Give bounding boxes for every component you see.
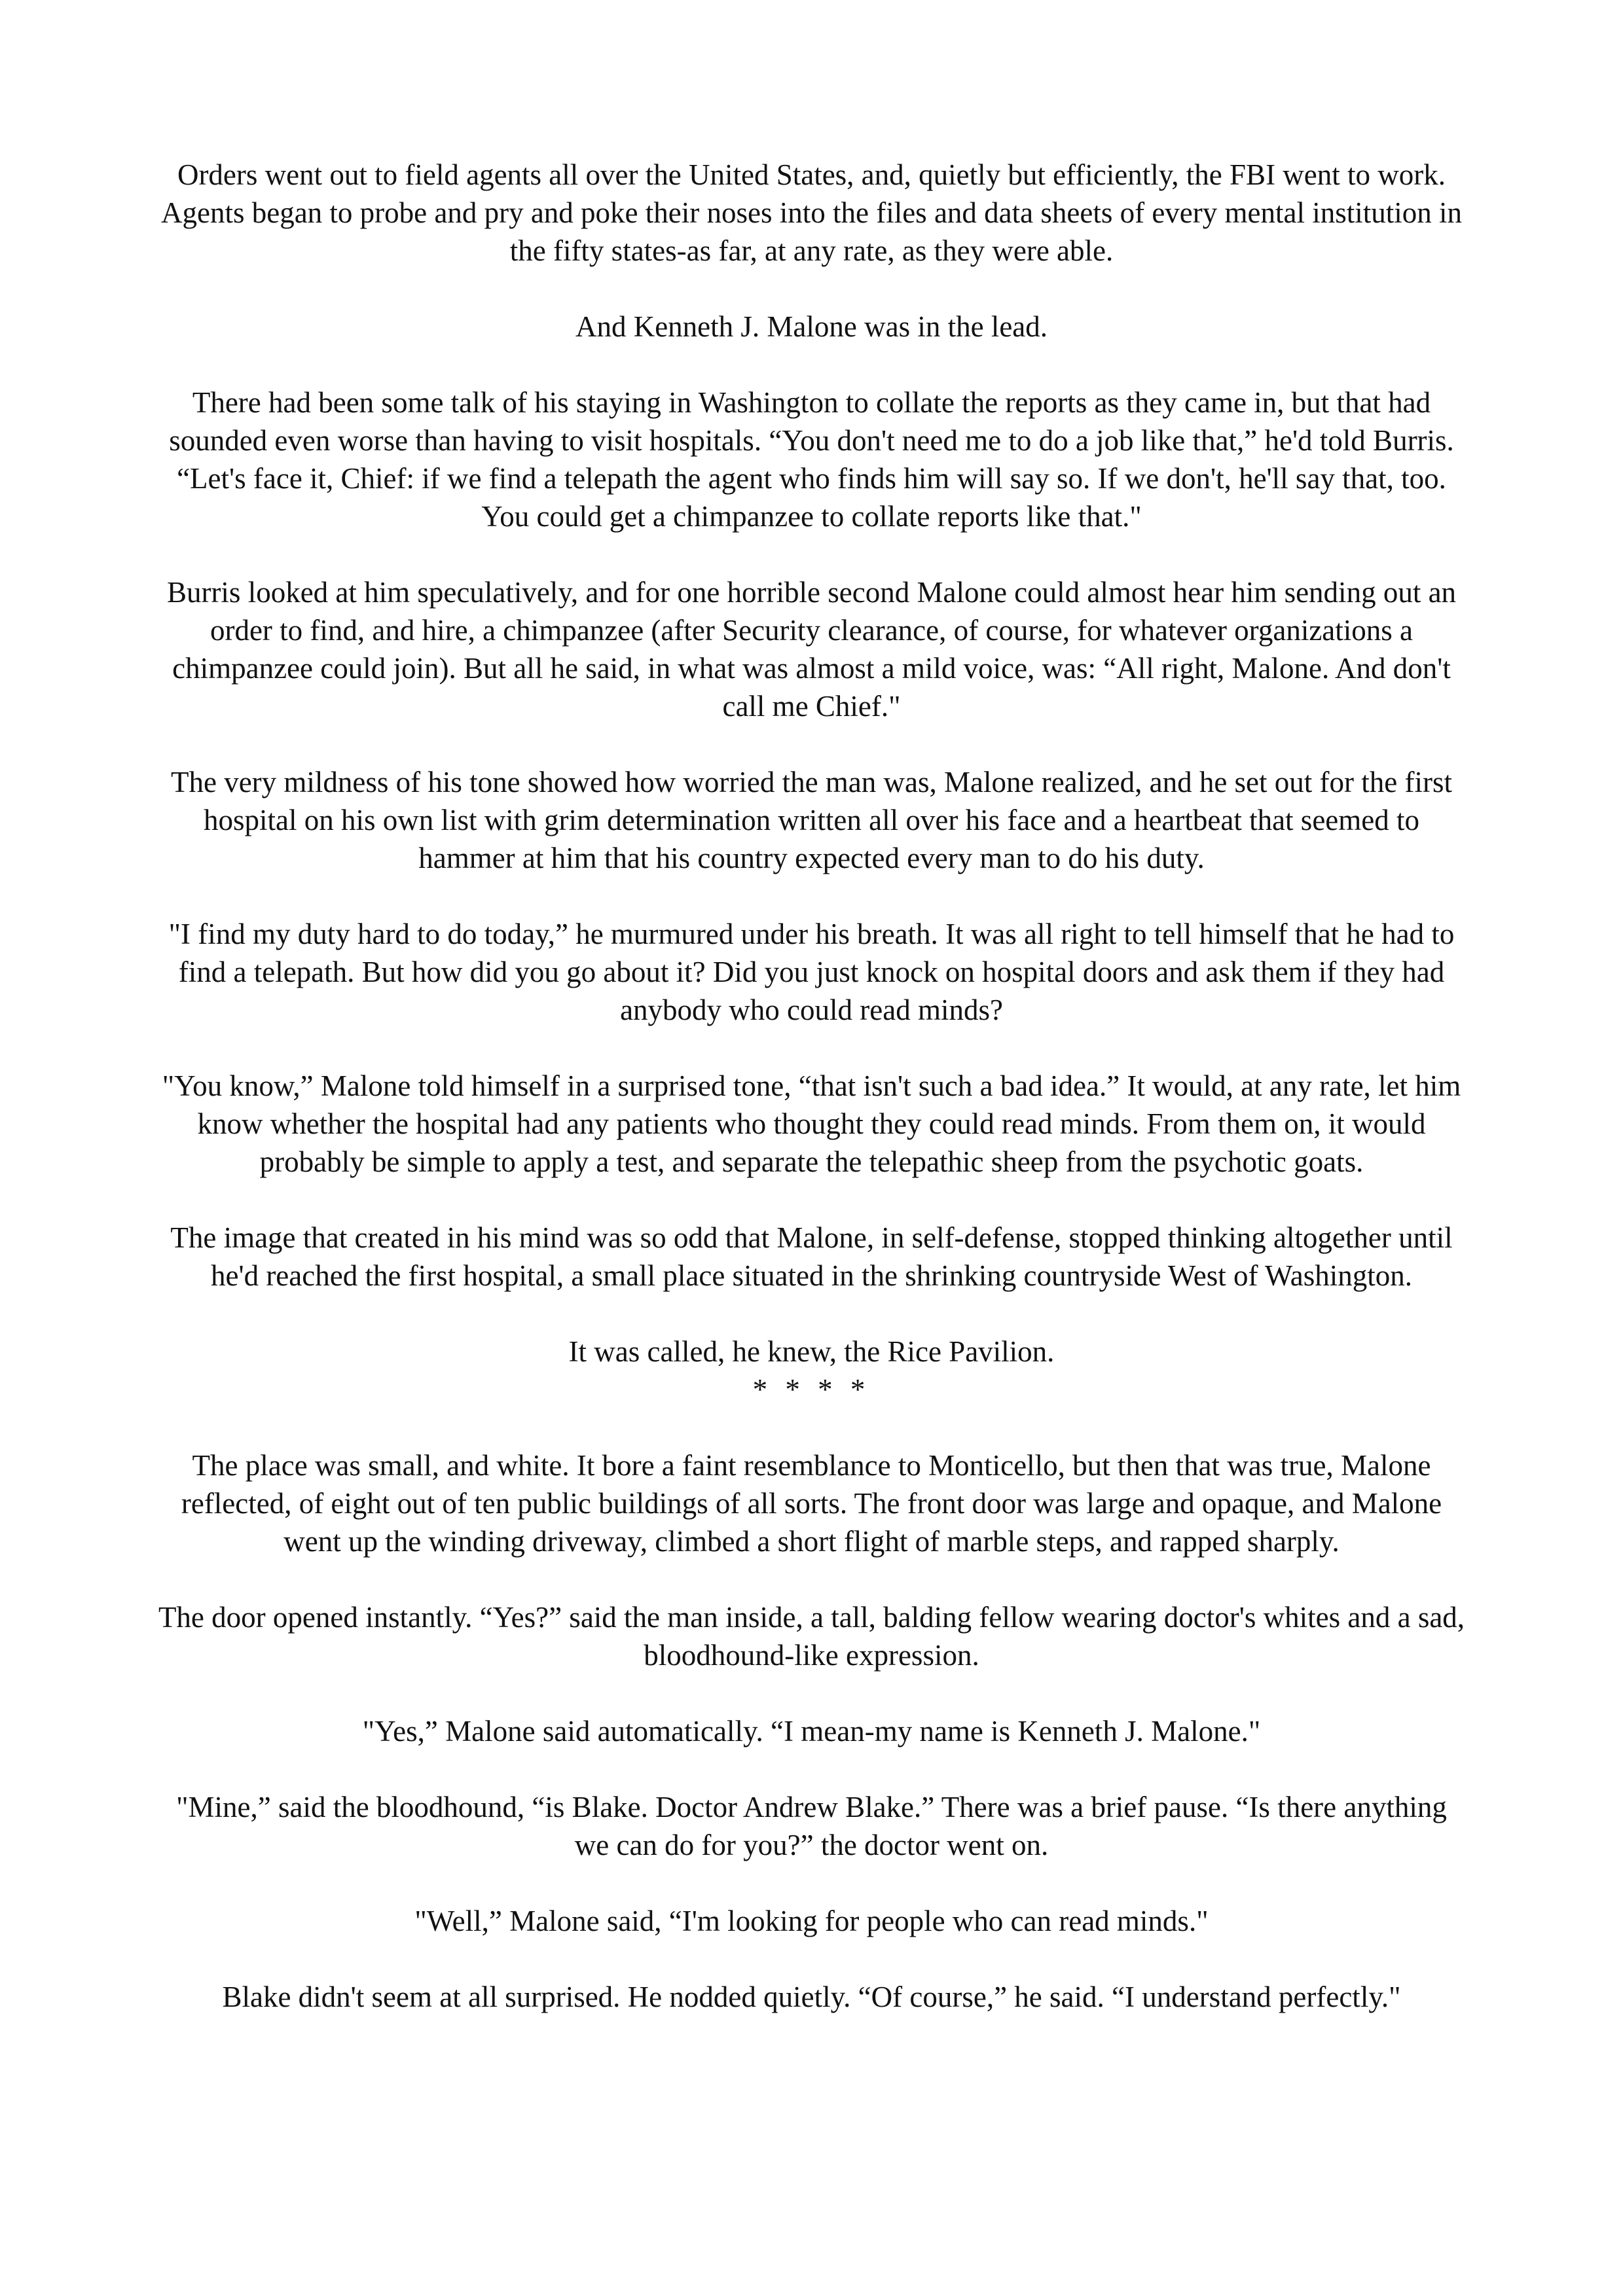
paragraph-door-opened: The door opened instantly. “Yes?” said the man inside, a tall, balding fellow wearing doctor's whites and a sad, bloodhound-like expression. xyxy=(158,1601,1465,1672)
paragraph-malone-lead: And Kenneth J. Malone was in the lead. xyxy=(575,310,1048,343)
paragraph-mine-blake: "Mine,” said the bloodhound, “is Blake. Doctor Andrew Blake.” There was a brief pause. “Is there anything we can do for you?” the doctor went on. xyxy=(176,1791,1447,1861)
paragraph-duty: "I find my duty hard to do today,” he murmured under his breath. It was all right to tell himself that he had to find a telepath. But how did you go about it? Did you just knock on hospital doors and ask them if they had anybody who could read minds? xyxy=(168,918,1455,1026)
paragraph-mildness: The very mildness of his tone showed how worried the man was, Malone realized, and he set out for the first hospital on his own list with grim determination written all over his face and a heartbeat that seemed to hammer at him that his country expected every man to do his duty. xyxy=(171,766,1452,874)
paragraph-washington-talk: There had been some talk of his staying in Washington to collate the reports as they came in, but that had sounded even worse than having to visit hospitals. “You don't need me to do a job like that,” he'd told Burris. “Let's face it, Chief: if we find a telepath the agent who finds him will say so. If we don't, he'll say that, too. You could get a chimpanzee to collate reports like that." xyxy=(169,386,1454,533)
paragraph-place-small: The place was small, and white. It bore a faint resemblance to Monticello, but then that was true, Malone reflected, of eight out of ten public buildings of all sorts. The front door was large and opaque, and Malone went up the winding driveway, climbed a short flight of marble steps, and rapped sharply. xyxy=(181,1449,1442,1558)
paragraph-burris-chimpanzee: Burris looked at him speculatively, and for one horrible second Malone could almost hear him sending out an order to find, and hire, a chimpanzee (after Security clearance, of course, for whatever organizations a chimpanzee could join). But all he said, in what was almost a mild voice, was: “All right, Malone. And don't call me Chief." xyxy=(166,576,1457,723)
paragraph-rice-pavilion: It was called, he knew, the Rice Pavilion. xyxy=(568,1335,1055,1368)
paragraph-you-know: "You know,” Malone told himself in a surprised tone, “that isn't such a bad idea.” It would, at any rate, let him know whether the hospital had any patients who thought they could read minds. From them on, it would probably be simple to apply a test, and separate the telepathic sheep from the psychotic goats. xyxy=(162,1069,1461,1178)
paragraph-yes-malone: "Yes,” Malone said automatically. “I mean-my name is Kenneth J. Malone." xyxy=(362,1715,1261,1748)
book-page xyxy=(157,156,1466,2054)
scene-break: * * * * xyxy=(752,1373,871,1406)
paragraph-orders: Orders went out to field agents all over the United States, and, quietly but efficiently, the FBI went to work. Agents began to probe and pry and poke their noses into the files and data sheets of every mental institution in the fifty states-as far, at any rate, as they were able. xyxy=(160,158,1462,267)
paragraph-well-malone: "Well,” Malone said, “I'm looking for people who can read minds." xyxy=(414,1905,1209,1937)
paragraph-image: The image that created in his mind was so odd that Malone, in self-defense, stopped thinking altogether until he'd reached the first hospital, a small place situated in the shrinking countryside West of Washington. xyxy=(170,1221,1453,1292)
paragraph-blake-understand: Blake didn't seem at all surprised. He nodded quietly. “Of course,” he said. “I understand perfectly." xyxy=(222,1981,1401,2013)
